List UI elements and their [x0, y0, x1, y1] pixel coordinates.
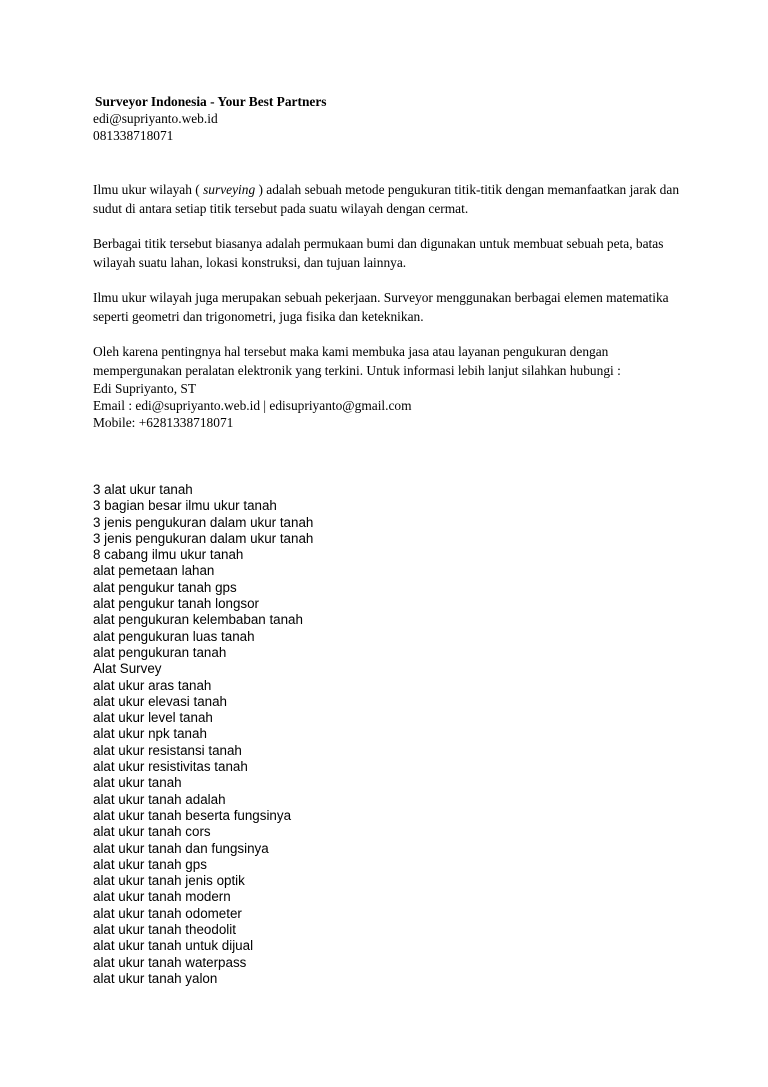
- paragraph-3: Ilmu ukur wilayah juga merupakan sebuah pekerjaan. Surveyor menggunakan berbagai elemen matematika seperti geometri dan trigonometri, juga fisika dan keteknikan.: [93, 290, 669, 324]
- keyword-item: alat ukur resistansi tanah: [93, 742, 242, 758]
- keyword-item: alat ukur aras tanah: [93, 677, 212, 693]
- keyword-item: alat ukur level tanah: [93, 710, 213, 726]
- keyword-item: alat ukur tanah odometer: [93, 905, 242, 921]
- paragraph-1-end: ) adalah sebuah metode pengukuran titik-titik dengan memanfaatkan jarak dan sudut di antara setiap titik tersebut pada suatu wilayah dengan cermat.: [93, 182, 680, 216]
- keyword-item: alat ukur tanah yalon: [93, 970, 218, 986]
- paragraph-1-start: Ilmu ukur wilayah (: [93, 182, 204, 197]
- keyword-item: alat ukur npk tanah: [93, 726, 207, 742]
- keyword-item: alat pengukuran luas tanah: [93, 628, 255, 644]
- company-title: Surveyor Indonesia - Your Best Partners: [95, 94, 327, 109]
- keyword-item: 3 jenis pengukuran dalam ukur tanah: [93, 530, 314, 546]
- keyword-item: 8 cabang ilmu ukur tanah: [93, 547, 244, 563]
- paragraph-4: Oleh karena pentingnya hal tersebut maka kami membuka jasa atau layanan pengukuran dengan mempergunakan peralatan elektronik yang terkini. Untuk informasi lebih lanjut silahkan hubungi :: [93, 344, 621, 378]
- paragraph-1-emphasis: surveying: [203, 182, 256, 197]
- keyword-item: alat pengukur tanah longsor: [93, 596, 260, 612]
- keyword-item: alat ukur tanah gps: [93, 856, 207, 872]
- contact-name: Edi Supriyanto, ST: [93, 381, 197, 396]
- keyword-item: alat ukur resistivitas tanah: [93, 759, 248, 775]
- keyword-item: alat ukur tanah untuk dijual: [93, 938, 254, 954]
- paragraph-1: [93, 180, 693, 218]
- keyword-item: alat ukur tanah waterpass: [93, 954, 247, 970]
- contact-email: Email : edi@supriyanto.web.id | edisupriyanto@gmail.com: [93, 398, 412, 413]
- contact-block: [93, 380, 412, 431]
- keyword-item: alat pengukur tanah gps: [93, 579, 237, 595]
- keyword-item: alat ukur tanah dan fungsinya: [93, 840, 269, 856]
- keyword-item: alat pengukuran kelembaban tanah: [93, 612, 303, 628]
- keyword-item: 3 alat ukur tanah: [93, 482, 193, 497]
- keyword-list: [93, 482, 313, 987]
- keyword-item: 3 bagian besar ilmu ukur tanah: [93, 498, 277, 514]
- keyword-item: alat pengukuran tanah: [93, 644, 227, 660]
- paragraph-2: Berbagai titik tersebut biasanya adalah permukaan bumi dan digunakan untuk membuat sebuah peta, batas wilayah suatu lahan, lokasi konstruksi, dan tujuan lainnya.: [93, 236, 664, 270]
- header-phone: 081338718071: [93, 128, 174, 143]
- keyword-item: Alat Survey: [93, 661, 162, 677]
- keyword-item: alat ukur tanah modern: [93, 889, 231, 905]
- keyword-item: alat ukur tanah adalah: [93, 791, 226, 807]
- keyword-item: alat ukur tanah theodolit: [93, 922, 236, 938]
- contact-mobile: Mobile: +6281338718071: [93, 415, 234, 430]
- document-header: [93, 93, 326, 144]
- keyword-item: alat ukur tanah cors: [93, 824, 211, 840]
- keyword-item: alat pemetaan lahan: [93, 563, 215, 579]
- keyword-item: 3 jenis pengukuran dalam ukur tanah: [93, 514, 314, 530]
- keyword-item: alat ukur elevasi tanah: [93, 693, 227, 709]
- document-body: [93, 180, 693, 396]
- keyword-item: alat ukur tanah jenis optik: [93, 873, 245, 889]
- header-email: edi@supriyanto.web.id: [93, 111, 218, 126]
- keyword-item: alat ukur tanah beserta fungsinya: [93, 807, 292, 823]
- keyword-item: alat ukur tanah: [93, 775, 182, 791]
